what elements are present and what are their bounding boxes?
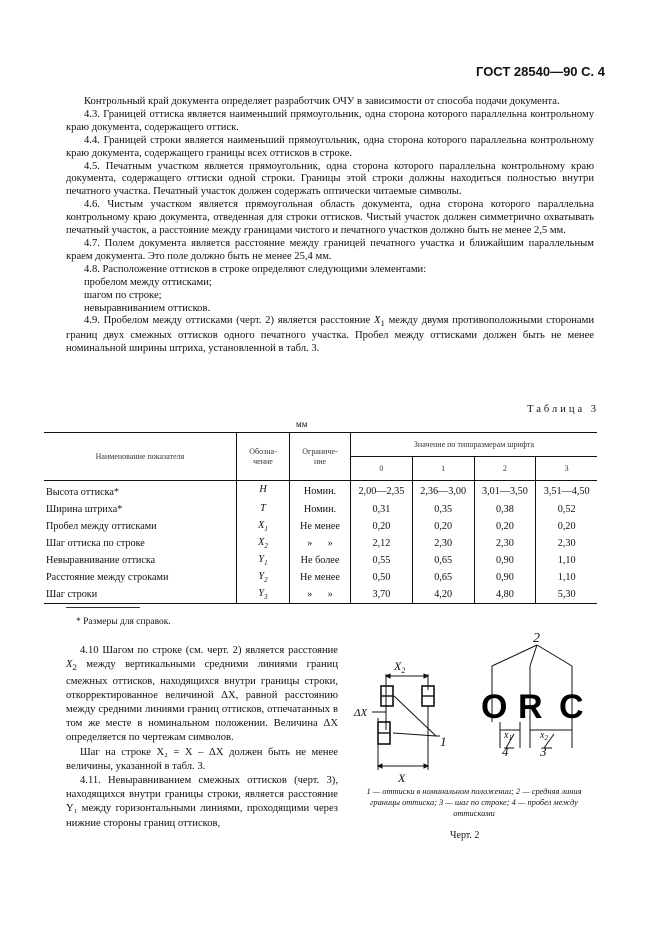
symbol: Y: [258, 570, 265, 582]
symbol-subscript: 2: [264, 542, 268, 551]
paragraph-4-10: [66, 644, 338, 746]
paragraph: 4.8. Расположение оттисков в строке определяют следующими элементами:: [84, 263, 427, 275]
text-run: 4.10 Шагом по строке (см. черт. 2) является расстояние: [80, 645, 338, 656]
symbol: Y: [258, 587, 265, 599]
table-row: [44, 501, 597, 518]
cell-name: Шаг строки: [44, 586, 237, 604]
cell-value: 2,00—2,35: [351, 481, 413, 502]
col-header-limit: Ограниче- ние: [290, 433, 351, 481]
cell-symbol: [237, 481, 290, 502]
cell-limit: Номин.: [290, 501, 351, 518]
cell-value: 4,20: [412, 586, 474, 604]
cell-name: Расстояние между строками: [46, 572, 169, 583]
cell-name: Невыравнивание оттиска: [46, 555, 156, 566]
label-4: 4: [502, 744, 509, 759]
symbol-subscript: 3: [264, 593, 268, 602]
cell-symbol: [237, 569, 290, 586]
cell-value: 2,12: [351, 535, 413, 552]
cell-value: 0,52: [536, 501, 597, 518]
cell-value: 0,90: [474, 552, 536, 569]
variable: X: [66, 659, 73, 671]
cell-limit: Номин.: [290, 481, 351, 502]
cell-limit: Не менее: [290, 518, 351, 535]
paragraph: 4.5. Печатным участком является прямоугольник, одна сторона которого параллельна контрольному краю документа, содержащего оттиски одной строки. Границы этой строки должны находиться полностью внутри печатного участка. Печатный участок должен содержать оптически читаемые символы.: [66, 160, 594, 198]
paragraph: 4.4. Границей строки является наименьший прямоугольник, одна сторона которого параллельна контрольному краю документа, содержащего границы всех оттисков в строке.: [66, 134, 594, 159]
label-2: 2: [533, 631, 540, 646]
symbol: T: [260, 502, 266, 514]
label-x: X: [398, 771, 406, 785]
paragraph-4-9: [66, 315, 594, 356]
cell-value: 1,10: [536, 569, 597, 586]
text-run: между вертикальными средними линиями границ смежных оттисков, находящихся внутри границы строки, откорректированное величиной ΔX, равной расстоянию между средними линиями границ оттисков, отпечатанных в том же месте в номинальном положении. Величина ΔX определяется по чертежам символов.: [66, 659, 338, 744]
label-1: 1: [440, 734, 447, 749]
variable-subscript: 1: [380, 318, 385, 329]
cell-limit: Не менее: [290, 569, 351, 586]
glyph-r: R: [518, 688, 543, 726]
cell-value: 0,90: [474, 569, 536, 586]
cell-value: 0,50: [351, 569, 413, 586]
cell-limit: » »: [290, 586, 351, 604]
table-footnote: * Размеры для справок.: [76, 617, 171, 627]
col-size: 3: [536, 457, 597, 481]
table-caption: Таблица 3: [527, 404, 599, 415]
symbol: Y: [258, 553, 265, 565]
cell-value: 0,20: [412, 518, 474, 535]
cell-value: 2,36—3,00: [412, 481, 474, 502]
cell-value: 3,51—4,50: [536, 481, 597, 502]
cell-value: 0,65: [412, 569, 474, 586]
table-body: [44, 481, 597, 604]
table-row: [44, 569, 597, 586]
page-header: ГОСТ 28540—90 С. 4: [476, 64, 605, 79]
body-text: [66, 96, 594, 356]
label-x2-right: $x_2$: [540, 730, 548, 742]
variable-subscript: 2: [72, 662, 77, 673]
list-item: пробелом между оттисками;: [84, 276, 212, 288]
table-row: [44, 535, 597, 552]
table-row: [44, 552, 597, 569]
cell-value: 1,10: [536, 552, 597, 569]
col-size: 1: [412, 457, 474, 481]
paragraph: 4.7. Полем документа является расстояние между границей печатного участка и ближайшим параллельным краем документа. Это поле должно быть не менее 25,4 мм.: [66, 237, 594, 262]
table-row: [44, 481, 597, 502]
left-column-text: [66, 644, 338, 831]
symbol-subscript: 1: [264, 559, 268, 568]
paragraph: Контрольный край документа определяет разработчик ОЧУ в зависимости от способа подачи документа.: [84, 96, 560, 107]
footnote-rule: [66, 607, 140, 608]
cell-name: Шаг оттиска по строке: [46, 538, 145, 549]
label-x1: $x_1$: [504, 730, 512, 742]
col-size: 0: [351, 457, 413, 481]
cell-symbol: [237, 586, 290, 604]
cell-value: 0,20: [351, 518, 413, 535]
paragraph: 4.3. Границей оттиска является наименьший прямоугольник, одна сторона которого параллельна контрольному краю документа, содержащего оттиск.: [66, 108, 594, 133]
cell-value: 5,30: [536, 586, 597, 604]
symbol: H: [259, 484, 267, 496]
symbol: X: [258, 519, 265, 531]
cell-value: 0,20: [536, 518, 597, 535]
symbol-subscript: 1: [264, 525, 268, 534]
paragraph-4-11: 4.11. Невыравниванием смежных оттисков (черт. 3), находящихся внутри границы строки, является расстояние Y₁ между горизонтальными линиями, проходящими через нижние стороны границ оттисков,: [66, 774, 338, 829]
cell-value: 2,30: [474, 535, 536, 552]
cell-symbol: [237, 518, 290, 535]
table-unit: мм: [296, 419, 308, 429]
cell-value: 3,70: [351, 586, 413, 604]
col-header-name: Наименование показателя: [44, 433, 237, 481]
variable: X: [373, 315, 381, 327]
cell-name: Пробел между оттисками: [46, 521, 157, 532]
list-item: невыравниванием оттисков.: [84, 302, 211, 314]
cell-value: 4,80: [474, 586, 536, 604]
table-row: [44, 518, 597, 535]
figure-caption: 1 — оттиски в номинальном положении; 2 — средняя линия границы оттиска; 3 — шаг по строке; 4 — пробел между оттисками: [366, 787, 582, 818]
cell-symbol: [237, 552, 290, 569]
cell-symbol: [237, 501, 290, 518]
cell-value: 0,65: [412, 552, 474, 569]
cell-value: 2,30: [412, 535, 474, 552]
symbol-subscript: 2: [264, 576, 268, 585]
col-header-symbol: Обозна- чение: [237, 433, 290, 481]
table-3: [44, 432, 597, 604]
text-run: между двумя противоположными сторонами границ двух смежных оттисков одного печатного участка. Пробел между оттисками должен быть не менее номинальной ширины штриха, установленной в табл. 3.: [66, 315, 594, 355]
label-delta-x: ΔX: [354, 707, 368, 719]
label-3: 3: [540, 744, 547, 759]
cell-name: Высота оттиска*: [46, 487, 120, 498]
cell-limit: » »: [290, 535, 351, 552]
label-x2: $X_2$: [394, 659, 406, 675]
cell-limit: Не более: [290, 552, 351, 569]
figure-title: Черт. 2: [450, 830, 480, 841]
cell-value: 0,55: [351, 552, 413, 569]
table-row: [44, 586, 597, 604]
cell-value: 0,35: [412, 501, 474, 518]
list-item: шагом по строке;: [84, 289, 162, 301]
col-size: 2: [474, 457, 536, 481]
glyph-c: C: [559, 688, 584, 726]
cell-value: 0,31: [351, 501, 413, 518]
cell-symbol: [237, 535, 290, 552]
cell-value: 3,01—3,50: [474, 481, 536, 502]
text-run: 4.9. Пробелом между оттисками (черт. 2) является расстояние: [84, 315, 374, 327]
paragraph: 4.6. Чистым участком является прямоугольная область документа, одна сторона которого параллельна контрольному краю документа, отведенная для строки оттисков. Чистый участок должен симметрично охватывать печатный участок, а расстояние между границами чистого и печатного участков должно быть не менее 2,5 мм.: [66, 199, 594, 237]
cell-value: 0,38: [474, 501, 536, 518]
cell-name: Ширина штриха*: [46, 504, 123, 515]
symbol: X: [258, 536, 265, 548]
col-header-values: Значение по типоразмерам шрифта: [351, 433, 598, 457]
cell-value: 0,20: [474, 518, 536, 535]
cell-value: 2,30: [536, 535, 597, 552]
paragraph-4-10-cont: Шаг на строке X₂ = X – ΔX должен быть не менее величины, указанной в табл. 3.: [66, 746, 338, 772]
glyph-o: O: [481, 688, 508, 726]
